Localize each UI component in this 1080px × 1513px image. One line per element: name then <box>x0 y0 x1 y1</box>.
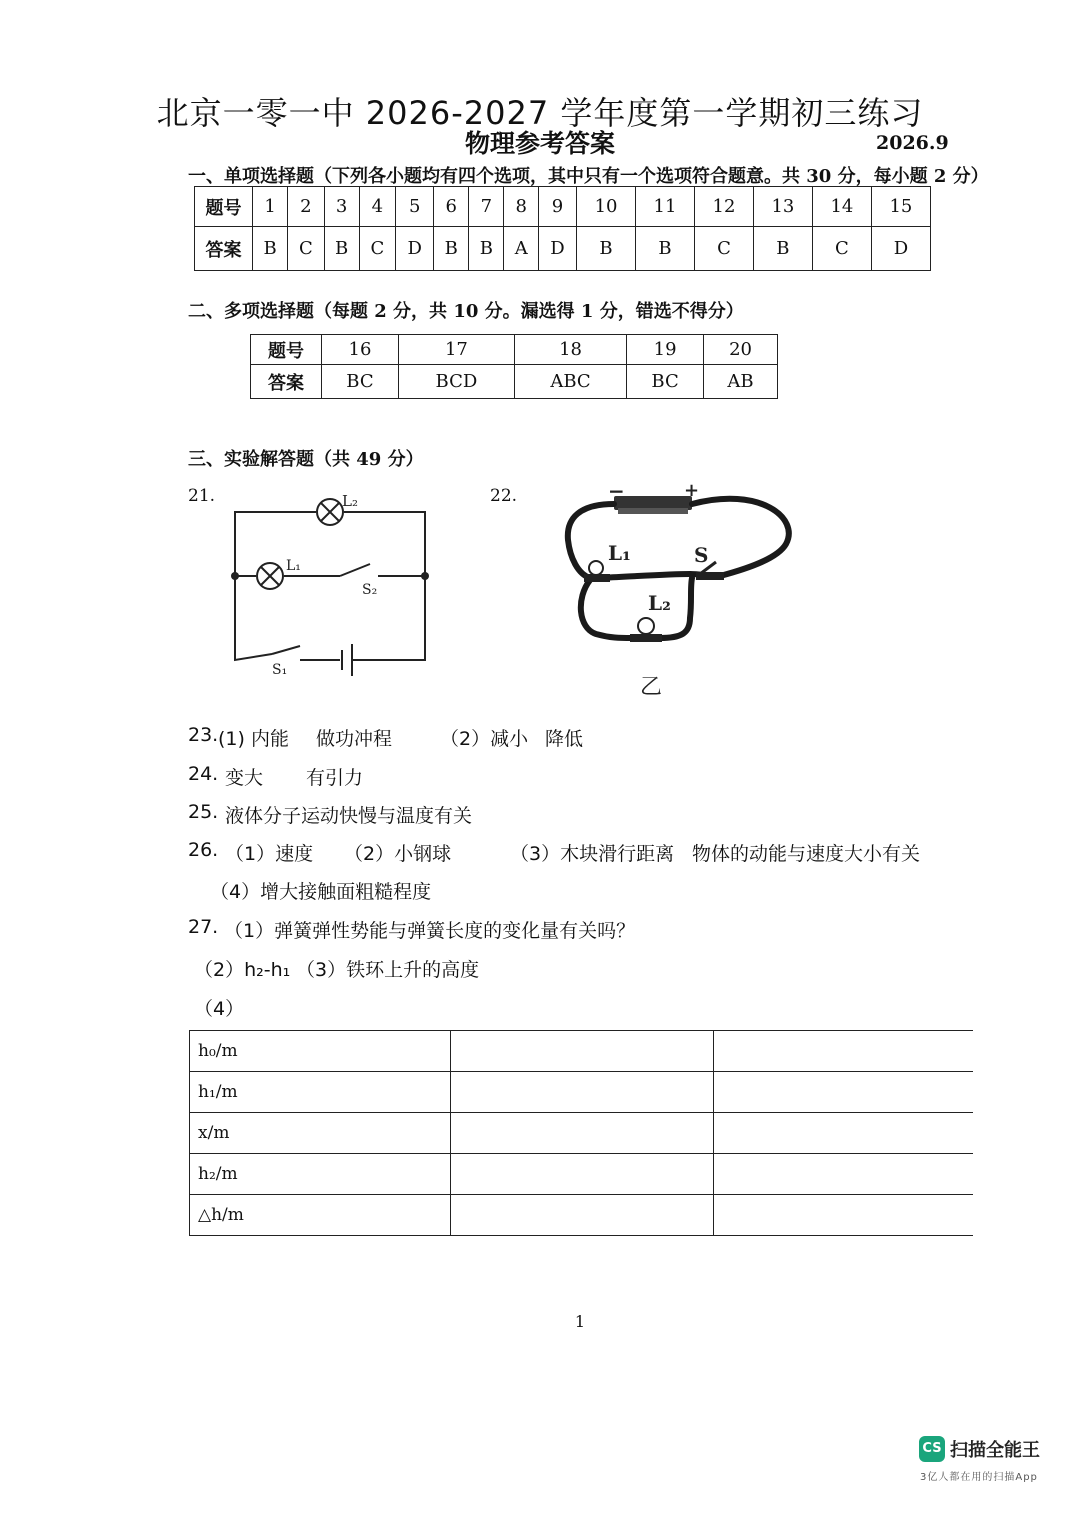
q25-part1: 液体分子运动快慢与温度有关 <box>225 805 473 827</box>
q21-number: 21. <box>188 486 216 506</box>
page-subtitle: 物理参考答案 <box>464 129 615 158</box>
camscanner-logo-icon: CS <box>919 1436 945 1462</box>
multi-choice-table <box>250 334 778 399</box>
figure-caption: 乙 <box>640 675 663 700</box>
q26-part1: （1）速度 <box>225 843 314 865</box>
table-row <box>190 1195 974 1236</box>
row-label: △h/m <box>190 1195 451 1236</box>
label-minus: − <box>608 479 625 503</box>
table-cell: B <box>434 227 469 271</box>
table-row <box>190 1113 974 1154</box>
table-cell <box>451 1072 714 1113</box>
row-label: h₂/m <box>190 1154 451 1195</box>
battery-icon <box>614 496 692 510</box>
table-cell <box>451 1195 714 1236</box>
q25-number: 25. <box>188 801 219 823</box>
table-cell: 19 <box>627 335 704 365</box>
lamp-l1-icon <box>584 561 610 582</box>
lamp-l1-icon <box>257 563 283 589</box>
table-cell: D <box>396 227 434 271</box>
q23-part3: （2）减小 <box>440 728 529 750</box>
section3-heading: 三、实验解答题（共 49 分） <box>188 449 424 470</box>
table-cell: 9 <box>538 187 576 227</box>
table-cell: A <box>504 227 539 271</box>
q23-part2: 做功冲程 <box>316 728 393 750</box>
q23-number: 23. <box>188 724 219 746</box>
junction-dot-right <box>421 572 429 580</box>
lamp-l2-icon <box>317 499 343 525</box>
table-cell: 12 <box>694 187 753 227</box>
table-cell: BC <box>322 365 399 399</box>
table-cell: 2 <box>288 187 324 227</box>
table-cell: B <box>469 227 504 271</box>
q26-part3: （3）木块滑行距离 <box>510 843 675 865</box>
table-cell: B <box>577 227 636 271</box>
table-cell: 4 <box>359 187 395 227</box>
q27-part1: （1）弹簧弹性势能与弹簧长度的变化量有关吗？ <box>224 920 636 942</box>
section2-heading: 二、多项选择题（每题 2 分，共 10 分。漏选得 1 分，错选不得分） <box>188 301 744 322</box>
label-l1: L₁ <box>286 558 301 574</box>
table-cell: C <box>812 227 871 271</box>
table-cell: B <box>324 227 359 271</box>
table-cell: BCD <box>398 365 514 399</box>
label-s1: S₁ <box>272 662 288 678</box>
q27-part2: （2）h₂-h₁ <box>194 959 291 981</box>
table-cell: 3 <box>324 187 359 227</box>
row-label: h₁/m <box>190 1072 451 1113</box>
page-date: 2026.9 <box>876 132 949 154</box>
junction-dot-left <box>231 572 239 580</box>
lamp-l2-icon <box>630 618 662 642</box>
page-title: 北京一零一中 2026-2027 学年度第一学期初三练习 <box>156 94 924 132</box>
table-cell: ABC <box>514 365 626 399</box>
table-cell: 18 <box>514 335 626 365</box>
table-cell: 5 <box>396 187 434 227</box>
table-cell: B <box>253 227 288 271</box>
table-cell: D <box>538 227 576 271</box>
table-cell: D <box>871 227 930 271</box>
label-l2: L₂ <box>648 591 671 615</box>
q23-part4: 降低 <box>545 728 584 750</box>
table-cell: AB <box>704 365 778 399</box>
table-cell: BC <box>627 365 704 399</box>
table-cell: C <box>694 227 753 271</box>
q21-circuit-diagram <box>220 486 450 686</box>
label-plus: + <box>684 480 700 501</box>
q27-part4: （4） <box>194 998 245 1020</box>
table-cell: 15 <box>871 187 930 227</box>
table-cell <box>714 1195 974 1236</box>
table-cell <box>714 1113 974 1154</box>
table-cell <box>714 1072 974 1113</box>
table-cell <box>451 1154 714 1195</box>
table-row <box>190 1154 974 1195</box>
table-cell: 11 <box>636 187 695 227</box>
q26-part2: （2）小钢球 <box>344 843 452 865</box>
row-label: x/m <box>190 1113 451 1154</box>
table-cell: C <box>288 227 324 271</box>
q24-part2: 有引力 <box>306 767 364 789</box>
q27-number: 27. <box>188 916 219 938</box>
section1-heading: 一、单项选择题（下列各小题均有四个选项，其中只有一个选项符合题意。共 30 分，每小题 2 分） <box>188 166 989 187</box>
q24-part1: 变大 <box>225 767 264 789</box>
table-row <box>190 1031 974 1072</box>
q22-number: 22. <box>490 486 518 506</box>
table-cell: 20 <box>704 335 778 365</box>
q22-circuit-picture <box>560 478 800 700</box>
camscanner-logo-name: 扫描全能王 <box>950 1440 1040 1461</box>
table-cell: 7 <box>469 187 504 227</box>
table-cell: 1 <box>253 187 288 227</box>
table-cell: 17 <box>398 335 514 365</box>
table-cell: 8 <box>504 187 539 227</box>
q27-part3: （3）铁环上升的高度 <box>296 959 480 981</box>
q24-number: 24. <box>188 763 219 785</box>
single-choice-table <box>194 186 931 271</box>
table-cell: 14 <box>812 187 871 227</box>
q26-part5: （4）增大接触面粗糙程度 <box>210 881 432 903</box>
camscanner-logo-tagline: 3亿人都在用的扫描App <box>920 1472 1038 1483</box>
table-cell: 10 <box>577 187 636 227</box>
label-l2: L₂ <box>342 492 358 510</box>
table-cell: B <box>636 227 695 271</box>
table-cell: B <box>753 227 812 271</box>
table-cell <box>714 1031 974 1072</box>
table-row <box>190 1072 974 1113</box>
row-label: h₀/m <box>190 1031 451 1072</box>
label-s: S <box>694 543 709 567</box>
q23-part1: (1) 内能 <box>218 728 289 750</box>
row-label-answer: 答案 <box>195 227 253 271</box>
q27-data-table <box>189 1030 973 1236</box>
table-cell: 13 <box>753 187 812 227</box>
label-l1: L₁ <box>608 541 631 565</box>
row-label-number: 题号 <box>195 187 253 227</box>
table-cell <box>714 1154 974 1195</box>
table-cell: 16 <box>322 335 399 365</box>
label-s2: S₂ <box>362 582 378 598</box>
table-cell <box>451 1113 714 1154</box>
table-cell: C <box>359 227 395 271</box>
row-label-number: 题号 <box>251 335 322 365</box>
q26-number: 26. <box>188 839 219 861</box>
q26-part4: 物体的动能与速度大小有关 <box>692 843 921 865</box>
page-number: 1 <box>574 1312 586 1331</box>
table-cell: 6 <box>434 187 469 227</box>
row-label-answer: 答案 <box>251 365 322 399</box>
table-cell <box>451 1031 714 1072</box>
